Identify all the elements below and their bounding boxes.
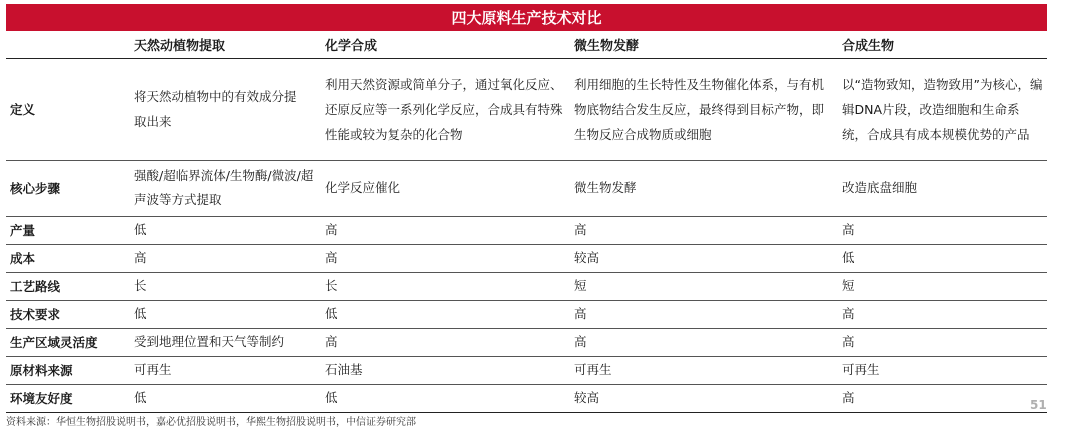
row-label: 成本 [6,244,130,272]
page-number: 51 [1030,398,1047,412]
table-cell: 高 [321,244,570,272]
table-cell: 低 [321,384,570,412]
table-cell: 可再生 [570,356,838,384]
header-synthetic-biology: 合成生物 [838,31,1047,58]
table-cell: 较高 [570,244,838,272]
table-cell: 以“造物致知，造物致用”为核心，编辑DNA片段，改造细胞和生命系统，合成具有成本规模优势的产品 [838,58,1047,160]
table-cell: 高 [838,216,1047,244]
table-title: 四大原料生产技术对比 [6,4,1047,31]
table-cell: 短 [838,272,1047,300]
table-cell: 受到地理位置和天气等制约 [130,328,321,356]
table-row [6,160,1047,216]
source-note: 资料来源：华恒生物招股说明书，嘉必优招股说明书，华熙生物招股说明书，中信证券研究部 [6,417,416,428]
table-cell: 低 [130,300,321,328]
table-cell: 低 [130,384,321,412]
header-microbial-fermentation: 微生物发酵 [570,31,838,58]
row-label: 原材料来源 [6,356,130,384]
table-row [6,300,1047,328]
table-cell: 低 [838,244,1047,272]
table-cell: 高 [321,216,570,244]
table-row [6,356,1047,384]
table-cell: 短 [570,272,838,300]
table-cell: 低 [130,216,321,244]
row-label: 工艺路线 [6,272,130,300]
table-cell: 较高 [570,384,838,412]
row-label: 定义 [6,58,130,160]
comparison-table [6,31,1047,413]
table-row [6,244,1047,272]
row-label: 核心步骤 [6,160,130,216]
table-row [6,384,1047,412]
table-cell: 长 [130,272,321,300]
table-cell: 低 [321,300,570,328]
table-row [6,328,1047,356]
row-label: 技术要求 [6,300,130,328]
table-cell: 强酸/超临界流体/生物酶/微波/超声波等方式提取 [130,160,321,216]
table-cell: 利用细胞的生长特性及生物催化体系，与有机物底物结合发生反应，最终得到目标产物，即生物反应合成物质或细胞 [570,58,838,160]
table-cell: 高 [570,300,838,328]
table-cell: 改造底盘细胞 [838,160,1047,216]
header-chemical-synthesis: 化学合成 [321,31,570,58]
table-cell: 化学反应催化 [321,160,570,216]
table-row [6,272,1047,300]
table-cell: 高 [838,328,1047,356]
table-cell: 微生物发酵 [570,160,838,216]
header-empty [6,31,130,58]
row-label: 环境友好度 [6,384,130,412]
table-header-row [6,31,1047,58]
table-cell: 高 [321,328,570,356]
table-cell: 将天然动植物中的有效成分提取出来 [130,58,321,160]
table-cell: 石油基 [321,356,570,384]
table-cell: 高 [570,216,838,244]
table-cell: 高 [570,328,838,356]
table-row [6,58,1047,160]
row-label: 产量 [6,216,130,244]
table-row [6,216,1047,244]
table-cell: 利用天然资源或简单分子，通过氧化反应、还原反应等一系列化学反应，合成具有特殊性能或较为复杂的化合物 [321,58,570,160]
table-cell: 高 [838,300,1047,328]
table-cell: 可再生 [838,356,1047,384]
table-cell: 高 [838,384,1047,412]
row-label: 生产区域灵活度 [6,328,130,356]
table-cell: 可再生 [130,356,321,384]
table-cell: 长 [321,272,570,300]
table-cell: 高 [130,244,321,272]
header-natural-extraction: 天然动植物提取 [130,31,321,58]
